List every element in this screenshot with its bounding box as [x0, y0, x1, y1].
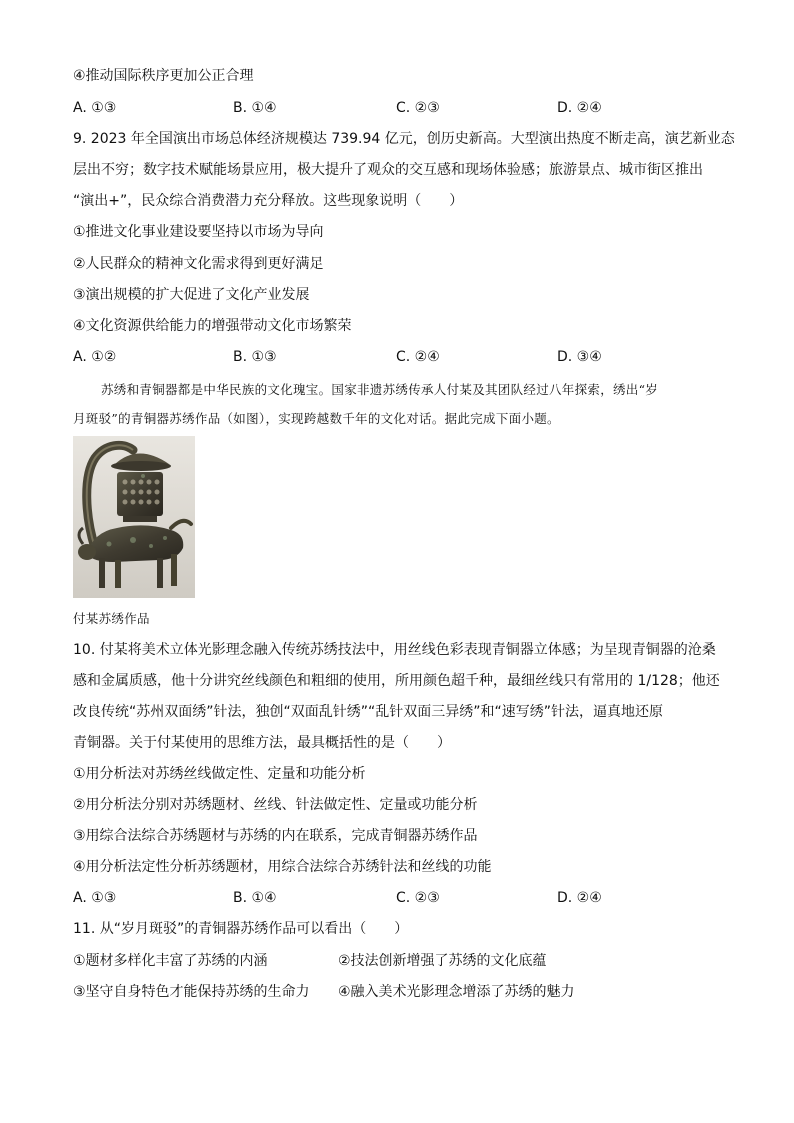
q10-stem-line-4: 青铜器。关于付某使用的思维方法，最具概括性的是（ ） — [73, 735, 451, 751]
q8-option-d[interactable]: D. ②④ — [557, 100, 602, 116]
q9-option-c[interactable]: C. ②④ — [396, 349, 440, 365]
q8-option-c[interactable]: C. ②③ — [396, 100, 440, 116]
q11-statement-4: ④融入美术光影理念增添了苏绣的魅力 — [338, 984, 575, 1000]
q9-option-a[interactable]: A. ①② — [73, 349, 117, 365]
q9-statement-3: ③演出规模的扩大促进了文化产业发展 — [73, 287, 310, 303]
q10-option-d[interactable]: D. ②④ — [557, 890, 602, 906]
q10-stem-line-1: 10. 付某将美术立体光影理念融入传统苏绣技法中，用丝线色彩表现青铜器立体感；为呈现青铜器的沧桑 — [73, 642, 716, 658]
q10-stem-line-3: 改良传统“苏州双面绣”针法，独创“双面乱针绣”“乱针双面三异绣”和“速写绣”针法，逼真地还原 — [73, 704, 664, 720]
q10-statement-3: ③用综合法综合苏绣题材与苏绣的内在联系，完成青铜器苏绣作品 — [73, 828, 478, 844]
q10-option-b[interactable]: B. ①④ — [233, 890, 277, 906]
material-line-2: 月斑驳”的青铜器苏绣作品（如图），实现跨越数千年的文化对话。据此完成下面小题。 — [73, 411, 560, 426]
q10-option-a[interactable]: A. ①③ — [73, 890, 117, 906]
q8-option-b[interactable]: B. ①④ — [233, 100, 277, 116]
q10-statement-4: ④用分析法定性分析苏绣题材，用综合法综合苏绣针法和丝线的功能 — [73, 859, 492, 875]
q10-stem-line-2: 感和金属质感，他十分讲究丝线颜色和粗细的使用，所用颜色超千种，最细丝线只有常用的 1/128；他还 — [73, 673, 720, 689]
q9-statement-4: ④文化资源供给能力的增强带动文化市场繁荣 — [73, 318, 352, 334]
q10-statement-2: ②用分析法分别对苏绣题材、丝线、针法做定性、定量或功能分析 — [73, 797, 478, 813]
q10-statement-1: ①用分析法对苏绣丝线做定性、定量和功能分析 — [73, 766, 366, 782]
q9-option-d[interactable]: D. ③④ — [557, 349, 602, 365]
q11-statement-1: ①题材多样化丰富了苏绣的内涵 — [73, 953, 268, 969]
q9-stem-line-2: 层出不穷；数字技术赋能场景应用，极大提升了观众的交互感和现场体验感；旅游景点、城市街区推出 — [73, 162, 703, 178]
q8-statement-4: ④推动国际秩序更加公正合理 — [73, 68, 254, 84]
q9-stem-line-1: 9. 2023 年全国演出市场总体经济规模达 739.94 亿元，创历史新高。大型演出热度不断走高，演艺新业态 — [73, 131, 735, 147]
q11-statement-2: ②技法创新增强了苏绣的文化底蕴 — [338, 953, 547, 969]
q9-statement-1: ①推进文化事业建设要坚持以市场为导向 — [73, 224, 324, 240]
q9-statement-2: ②人民群众的精神文化需求得到更好满足 — [73, 256, 324, 272]
q9-option-b[interactable]: B. ①③ — [233, 349, 277, 365]
bronze-embroidery-photo — [73, 436, 195, 598]
q8-option-a[interactable]: A. ①③ — [73, 100, 117, 116]
q10-option-c[interactable]: C. ②③ — [396, 890, 440, 906]
q11-stem: 11. 从“岁月斑驳”的青铜器苏绣作品可以看出（ ） — [73, 921, 409, 937]
q9-stem-line-3: “演出+”，民众综合消费潜力充分释放。这些现象说明（ ） — [73, 193, 464, 209]
photo-caption: 付某苏绣作品 — [73, 611, 150, 626]
q11-statement-3: ③坚守自身特色才能保持苏绣的生命力 — [73, 984, 310, 1000]
material-line-1: 苏绣和青铜器都是中华民族的文化瑰宝。国家非遗苏绣传承人付某及其团队经过八年探索，绣出“岁 — [101, 382, 659, 397]
